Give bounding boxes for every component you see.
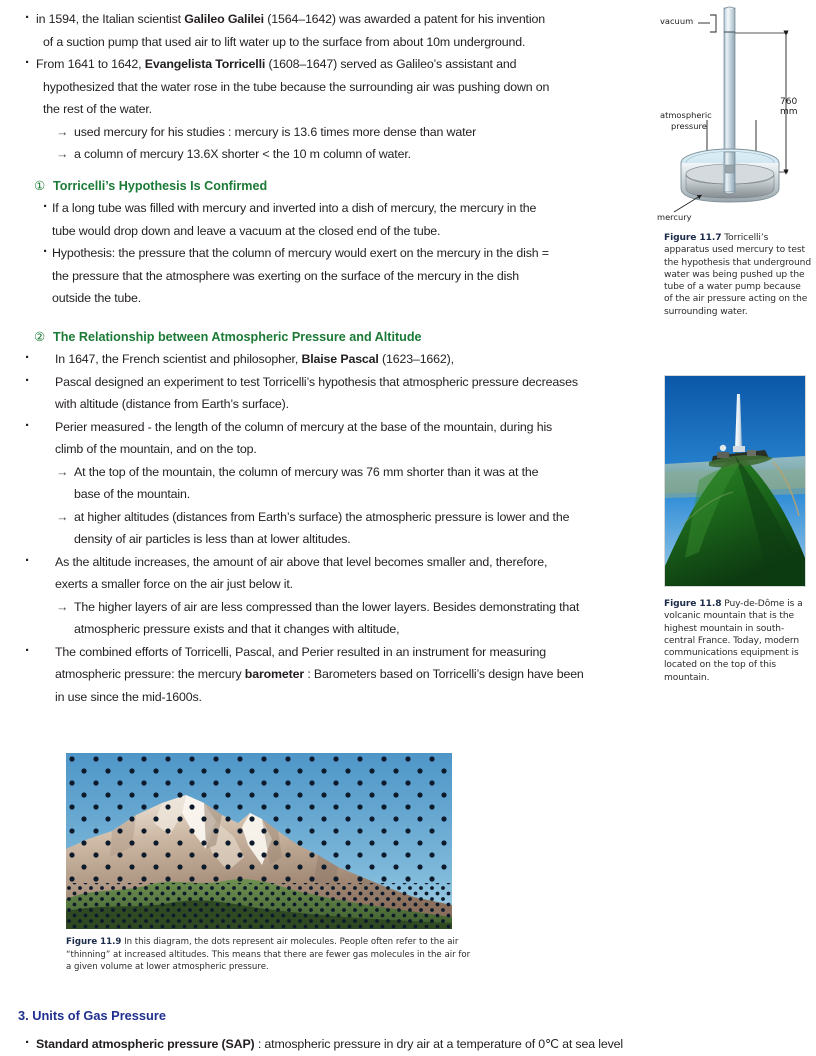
- arrow-item-continuation: base of the mountain.: [74, 487, 191, 501]
- figure-11-9-caption: [66, 936, 478, 974]
- text-run-bold: Galileo Galilei: [184, 12, 264, 26]
- list-item-continuation: hypothesized that the water rose in the tube because the surrounding air was pushing down on: [43, 79, 550, 94]
- figure-label: Figure 11.9: [66, 937, 122, 947]
- list-item: [18, 1033, 798, 1056]
- label-760mm: 760 mm: [780, 97, 798, 117]
- arrow-item-continuation: atmospheric pressure exists and that it changes with altitude,: [74, 622, 400, 636]
- figure-label: Figure 11.7: [664, 233, 722, 243]
- arrow-item-continuation: density of air particles is less than at lower altitudes.: [74, 532, 351, 546]
- list-item-continuation: the rest of the water.: [43, 102, 152, 116]
- text-run-bold: barometer: [244, 667, 305, 681]
- arrow-item: → at higher altitudes (distances from Earth’s surface) the atmospheric pressure is lower and the: [18, 506, 652, 529]
- text-run-bold: Evangelista Torricelli: [144, 57, 266, 71]
- figure-11-8-caption: [664, 598, 814, 684]
- arrow-item: → The higher layers of air are less compressed than the lower layers. Besides demonstrating that: [18, 596, 652, 619]
- text-run: (1623–1662),: [378, 352, 454, 366]
- list-item-continuation: in use since the mid-1600s.: [55, 689, 202, 704]
- text-run: : Barometers based on Torricelli’s design have been: [304, 667, 584, 681]
- list-item: [18, 8, 652, 31]
- text-run: : atmospheric pressure in dry air at a temperature of 0℃ at sea level: [254, 1037, 623, 1051]
- bottom-section: [18, 1006, 798, 1056]
- list-item-continuation: exerts a smaller force on the air just below it.: [55, 577, 293, 591]
- figure-caption-text: Puy-de-Dôme is a volcanic mountain that is the highest mountain in south-central France. Today, modern communications equipment is located on the top of this mountain.: [664, 599, 803, 683]
- section-title: The Relationship between Atmospheric Pressure and Altitude: [53, 329, 422, 344]
- list-item-continuation: [18, 663, 652, 686]
- list-item-continuation: of a suction pump that used air to lift water up to the surface from about 10m underground.: [43, 34, 526, 49]
- figure-caption-text: Torricelli’s apparatus used mercury to test the hypothesis that underground water was being pushed up the tube of a water pump because of the air pressure acting on the surrounding water.: [664, 233, 812, 317]
- figure-11-7-diagram: [657, 2, 814, 224]
- list-item-continuation: tube would drop down and leave a vacuum at the closed end of the tube.: [52, 223, 441, 238]
- arrow-item: → At the top of the mountain, the column of mercury was 76 mm shorter than it was at the: [18, 461, 652, 484]
- list-item-continuation: the pressure that the atmosphere was exerting on the surface of the mercury in the dish: [52, 268, 520, 283]
- text-run: atmospheric pressure: the mercury: [55, 667, 245, 681]
- figure-11-9-diagram: [66, 753, 452, 929]
- list-item: · The combined efforts of Torricelli, Pascal, and Perier resulted in an instrument for measuring: [18, 641, 652, 664]
- arrow-item: → used mercury for his studies : mercury is 13.6 times more dense than water: [18, 121, 652, 144]
- list-item: · Hypothesis: the pressure that the column of mercury would exert on the mercury in the dish =: [18, 242, 652, 265]
- air-molecules-mountain-image: [66, 753, 452, 929]
- text-run: in 1594, the Italian scientist: [36, 12, 185, 26]
- figure-11-7-caption: [664, 232, 812, 318]
- section-heading-1: [18, 175, 652, 198]
- list-item-continuation: climb of the mountain, and on the top.: [55, 442, 257, 456]
- figure-label: Figure 11.8: [664, 599, 722, 609]
- text-run: (1564–1642) was awarded a patent for his invention: [263, 12, 545, 26]
- label-pressure: pressure: [671, 121, 707, 131]
- puy-de-dome-mountain-image: [665, 376, 805, 586]
- label-atmospheric: atmospheric: [660, 110, 712, 120]
- list-item-continuation: outside the tube.: [52, 291, 142, 305]
- text-run: From 1641 to 1642,: [36, 57, 145, 71]
- text-run: In 1647, the French scientist and philosopher,: [55, 352, 302, 366]
- list-item: [18, 53, 652, 76]
- units-of-gas-pressure-heading: 3. Units of Gas Pressure: [18, 1008, 166, 1023]
- section-heading-2: [18, 326, 652, 349]
- list-item: · As the altitude increases, the amount of air above that level becomes smaller and, therefore,: [18, 551, 652, 574]
- text-run-bold: Blaise Pascal: [301, 352, 379, 366]
- figure-11-8-photo: [664, 375, 806, 587]
- list-item: · Perier measured - the length of the column of mercury at the base of the mountain, during his: [18, 416, 652, 439]
- label-vacuum: vacuum: [660, 16, 694, 26]
- list-item-continuation: with altitude (distance from Earth’s surface).: [55, 397, 289, 411]
- section-number: ②: [34, 329, 46, 344]
- list-item: [18, 348, 652, 371]
- section-number: ①: [34, 178, 46, 193]
- figure-caption-text: In this diagram, the dots represent air molecules. People often refer to the air “thinning” at increased altitudes. This means that there are fewer gas molecules in the air for a given volume at lower atmospheric pressure.: [66, 937, 471, 973]
- label-mercury: mercury: [657, 212, 692, 222]
- text-run: (1608–1647) served as Galileo’s assistant and: [265, 57, 517, 71]
- section-title: Torricelli’s Hypothesis Is Confirmed: [53, 178, 268, 193]
- arrow-item: → a column of mercury 13.6X shorter < the 10 m column of water.: [18, 143, 652, 166]
- list-item: · Pascal designed an experiment to test Torricelli’s hypothesis that atmospheric pressure decreases: [18, 371, 652, 394]
- text-run-bold: Standard atmospheric pressure (SAP): [36, 1037, 255, 1051]
- list-item: · If a long tube was filled with mercury and inverted into a dish of mercury, the mercury in the: [18, 197, 652, 220]
